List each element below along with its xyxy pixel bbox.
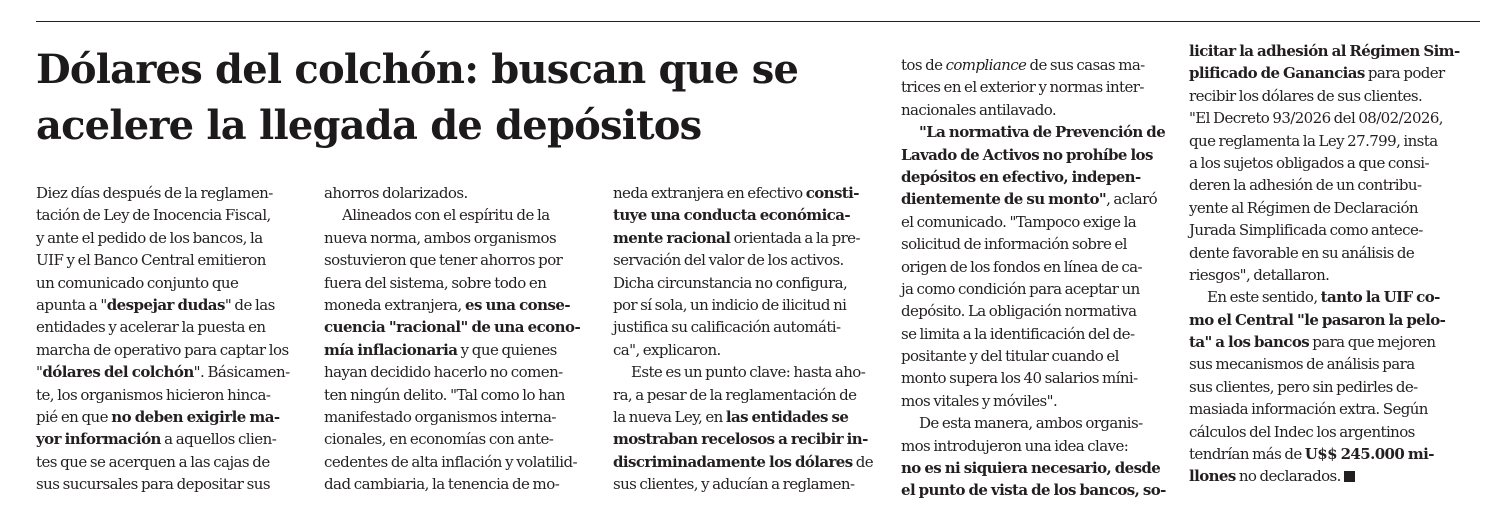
text-run: y que quienes [457, 340, 557, 359]
text-line [1189, 85, 1474, 107]
text-run: el comunicado. "Tampoco exige la [901, 212, 1137, 231]
text-line [1189, 443, 1474, 465]
text-run: sus mecanismos de análisis para [1189, 355, 1415, 374]
text-run: nueva norma, ambos organismos [324, 228, 557, 247]
text-run: dad cambiaria, la tenencia de mo- [324, 475, 560, 494]
bold-text: mo el Central "le pasaron la pelo- [1189, 310, 1446, 329]
text-line [36, 294, 298, 316]
text-line [1189, 62, 1474, 84]
text-run: apunta a " [36, 295, 107, 314]
text-run: manifestado organismos interna- [324, 407, 556, 426]
text-line [901, 144, 1167, 166]
text-line [1189, 353, 1474, 375]
text-line [901, 121, 1167, 143]
bold-text: Lavado de Activos no prohíbe los [901, 145, 1153, 164]
bold-text: las entidades se [725, 407, 849, 426]
text-line [613, 406, 879, 428]
text-line [613, 204, 879, 226]
text-run: de sus casas ma- [1026, 56, 1145, 74]
text-run: no declarados. [1235, 467, 1341, 486]
article-column-1 [36, 182, 298, 495]
text-line [324, 316, 589, 338]
bold-text: mostraban recelosos a recibir in- [613, 430, 868, 449]
text-run: , aclaró [1106, 190, 1158, 209]
text-run: depósito. La obligación normativa [901, 302, 1137, 321]
text-run: yente al Régimen de Declaración [1189, 198, 1418, 217]
text-run: Alineados con el espíritu de la [342, 206, 550, 225]
headline-line-1: Dólares del colchón: buscan que se [36, 46, 799, 93]
text-run: tos de [901, 56, 946, 74]
text-line [36, 339, 298, 361]
text-line [901, 390, 1167, 412]
text-run: para que mejoren [1309, 333, 1436, 352]
text-line [324, 249, 589, 271]
text-line [36, 272, 298, 294]
text-run: que reglamenta la Ley 27.799, insta [1189, 131, 1438, 150]
headline [36, 42, 886, 154]
end-square-icon [1344, 471, 1355, 482]
text-run: ". Básicamen- [193, 363, 290, 382]
text-line [901, 479, 1167, 501]
text-line [324, 384, 589, 406]
text-run: cálculos del Indec los argentinos [1189, 422, 1415, 441]
text-run: positante y del titular cuando el [901, 347, 1119, 366]
text-run: por sí sola, un indicio de ilicitud ni [613, 295, 847, 314]
text-run: Jurada Simplificada como antece- [1189, 221, 1423, 240]
text-line [613, 249, 879, 271]
text-line [613, 384, 879, 406]
text-line [1189, 264, 1474, 286]
text-line [324, 182, 589, 204]
text-line [1189, 465, 1474, 487]
text-run: un comunicado conjunto que [36, 273, 239, 292]
bold-text: licitar la adhesión al Régimen Sim- [1189, 42, 1460, 60]
bold-text: mente racional [613, 228, 731, 247]
bold-text: tuye una conducta económica- [613, 206, 850, 225]
text-run: para poder [1364, 64, 1445, 83]
text-run: monto supera los 40 salarios míni- [901, 369, 1138, 388]
text-run: Diez días después de la reglamen- [36, 184, 273, 202]
text-line [901, 278, 1167, 300]
text-run: riesgos", detallaron. [1189, 265, 1330, 284]
text-run: ra, a pesar de la reglamentación de [613, 385, 857, 404]
text-line [324, 473, 589, 495]
text-line [1189, 242, 1474, 264]
text-run: la nueva Ley, en [613, 407, 726, 426]
text-line [901, 99, 1167, 121]
text-line [901, 188, 1167, 210]
text-line [901, 435, 1167, 457]
text-line [901, 300, 1167, 322]
bold-text: yor información [36, 430, 161, 449]
bold-text: U$$ 245.000 mi- [1304, 445, 1434, 464]
article-column-2 [324, 182, 589, 495]
text-run: Dicha circunstancia no configura, [613, 273, 848, 292]
bold-text: tanto la UIF co- [1320, 288, 1440, 307]
text-line [901, 256, 1167, 278]
text-line [901, 76, 1167, 98]
text-run: servación del valor de los activos. [613, 251, 844, 270]
text-line [1189, 152, 1474, 174]
text-line [1189, 130, 1474, 152]
bold-text: no es ni siquiera necesario, desde [901, 459, 1161, 478]
text-line [324, 451, 589, 473]
text-line [36, 406, 298, 428]
text-line [1189, 331, 1474, 353]
text-line [1189, 40, 1474, 62]
text-run: " de las [224, 295, 275, 314]
text-run: ca", explicaron. [613, 340, 721, 359]
text-line [324, 272, 589, 294]
text-line [613, 339, 879, 361]
text-run: sostuvieron que tener ahorros por [324, 251, 563, 270]
text-line [36, 473, 298, 495]
text-line [901, 367, 1167, 389]
text-line [324, 406, 589, 428]
bold-text: consti- [805, 184, 859, 202]
bold-text: mía inflacionaria [324, 340, 458, 359]
bold-text: no deben exigirle ma- [111, 407, 280, 426]
bold-text: cuencia "racional" de una econo- [324, 318, 581, 337]
text-line [613, 473, 879, 495]
text-line [324, 339, 589, 361]
text-run: masiada información extra. Según [1189, 400, 1428, 419]
text-line [901, 233, 1167, 255]
text-line [901, 345, 1167, 367]
text-run: solicitud de información sobre el [901, 235, 1127, 254]
text-run: En este sentido, [1207, 288, 1321, 307]
bold-text: ta" a los bancos [1189, 333, 1310, 352]
text-line [36, 182, 298, 204]
text-line [613, 182, 879, 204]
bold-text: llones [1189, 467, 1236, 486]
text-line [324, 294, 589, 316]
bold-text: dólares del colchón [42, 363, 194, 382]
text-run: mos vitales y móviles". [901, 391, 1058, 410]
text-run: origen de los fondos en línea de ca- [901, 257, 1142, 276]
text-line [1189, 309, 1474, 331]
text-run: De esta manera, ambos organis- [919, 414, 1143, 433]
text-line [1189, 219, 1474, 241]
headline-line-2: acelere la llegada de depósitos [36, 102, 702, 149]
text-run: mos introdujeron una idea clave: [901, 436, 1129, 455]
text-line [324, 204, 589, 226]
text-run: neda extranjera en efectivo [613, 184, 806, 202]
text-run: hayan decidido hacerlo no comen- [324, 363, 563, 382]
italic-text: compliance [945, 56, 1027, 74]
text-run: fuera del sistema, sobre todo en [324, 273, 547, 292]
bold-text: es una conse- [464, 295, 571, 314]
text-line [901, 457, 1167, 479]
text-run: tendrían más de [1189, 445, 1305, 464]
text-line [36, 227, 298, 249]
text-line [36, 316, 298, 338]
text-run: trices en el exterior y normas inter- [901, 78, 1144, 97]
text-run: UIF y el Banco Central emitieron [36, 251, 266, 270]
bold-text: discriminadamente los dólares [613, 452, 853, 471]
bold-text: depósitos en efectivo, indepen- [901, 167, 1141, 186]
text-line [36, 204, 298, 226]
text-run: y ante el pedido de los bancos, la [36, 228, 263, 247]
text-run: de [852, 452, 874, 471]
text-run: se limita a la identificación del de- [901, 324, 1135, 343]
article-column-3 [613, 182, 879, 495]
text-line [613, 294, 879, 316]
text-run: cionales, en economías con ante- [324, 430, 554, 449]
text-line [1189, 421, 1474, 443]
text-run: entidades y acelerar la puesta en [36, 318, 266, 337]
text-run: nacionales antilavado. [901, 100, 1057, 119]
text-run: deren la adhesión de un contribu- [1189, 176, 1422, 195]
text-line [36, 451, 298, 473]
text-line [1189, 286, 1474, 308]
text-line [1189, 107, 1474, 129]
text-run: dente favorable en su análisis de [1189, 243, 1415, 262]
text-line [901, 412, 1167, 434]
text-line [613, 428, 879, 450]
text-run: pié en que [36, 407, 112, 426]
text-line [1189, 174, 1474, 196]
text-line [901, 323, 1167, 345]
text-run: "El Decreto 93/2026 del 08/02/2026, [1189, 109, 1443, 128]
text-run: sus clientes, y aducían a reglamen- [613, 475, 855, 494]
text-line [36, 249, 298, 271]
text-line [1189, 376, 1474, 398]
text-line [36, 428, 298, 450]
text-run: orientada a la pre- [730, 228, 860, 247]
text-line [324, 361, 589, 383]
text-line [613, 361, 879, 383]
text-line [901, 166, 1167, 188]
text-line [613, 272, 879, 294]
text-run: recibir los dólares de sus clientes. [1189, 86, 1423, 105]
text-run: " [36, 363, 43, 382]
text-line [901, 211, 1167, 233]
text-line [324, 428, 589, 450]
text-line [613, 451, 879, 473]
text-run: sus clientes, pero sin pedirles de- [1189, 377, 1418, 396]
text-line [1189, 398, 1474, 420]
text-run: ten ningún delito. "Tal como lo han [324, 385, 565, 404]
text-line [1189, 197, 1474, 219]
text-run: te, los organismos hicieron hinca- [36, 385, 271, 404]
text-line [613, 316, 879, 338]
text-run: moneda extranjera, [324, 295, 465, 314]
top-rule [36, 21, 1480, 22]
article-column-5 [1189, 40, 1474, 488]
bold-text: el punto de vista de los bancos, so- [901, 481, 1166, 500]
bold-text: plificado de Ganancias [1189, 64, 1365, 83]
text-line [324, 227, 589, 249]
text-run: justifica su calificación automáti- [613, 318, 841, 337]
bold-text: despejar dudas [106, 295, 225, 314]
text-run: a los sujetos obligados a que consi- [1189, 153, 1429, 172]
bold-text: dientemente de su monto" [901, 190, 1107, 209]
article-column-4 [901, 54, 1167, 502]
text-line [613, 227, 879, 249]
text-line [36, 361, 298, 383]
text-run: sus sucursales para depositar sus [36, 475, 271, 494]
text-run: Este es un punto clave: hasta aho- [631, 363, 866, 382]
text-run: cedentes de alta inflación y volatilid- [324, 452, 578, 471]
text-run: ahorros dolarizados. [324, 184, 468, 202]
text-line [901, 54, 1167, 76]
text-line [36, 384, 298, 406]
text-run: ja como condición para aceptar un [901, 279, 1140, 298]
text-run: a aquellos clien- [160, 430, 277, 449]
text-run: tación de Ley de Inocencia Fiscal, [36, 206, 271, 225]
text-run: marcha de operativo para captar los [36, 340, 289, 359]
bold-text: "La normativa de Prevención de [919, 123, 1166, 142]
text-run: tes que se acerquen a las cajas de [36, 452, 270, 471]
